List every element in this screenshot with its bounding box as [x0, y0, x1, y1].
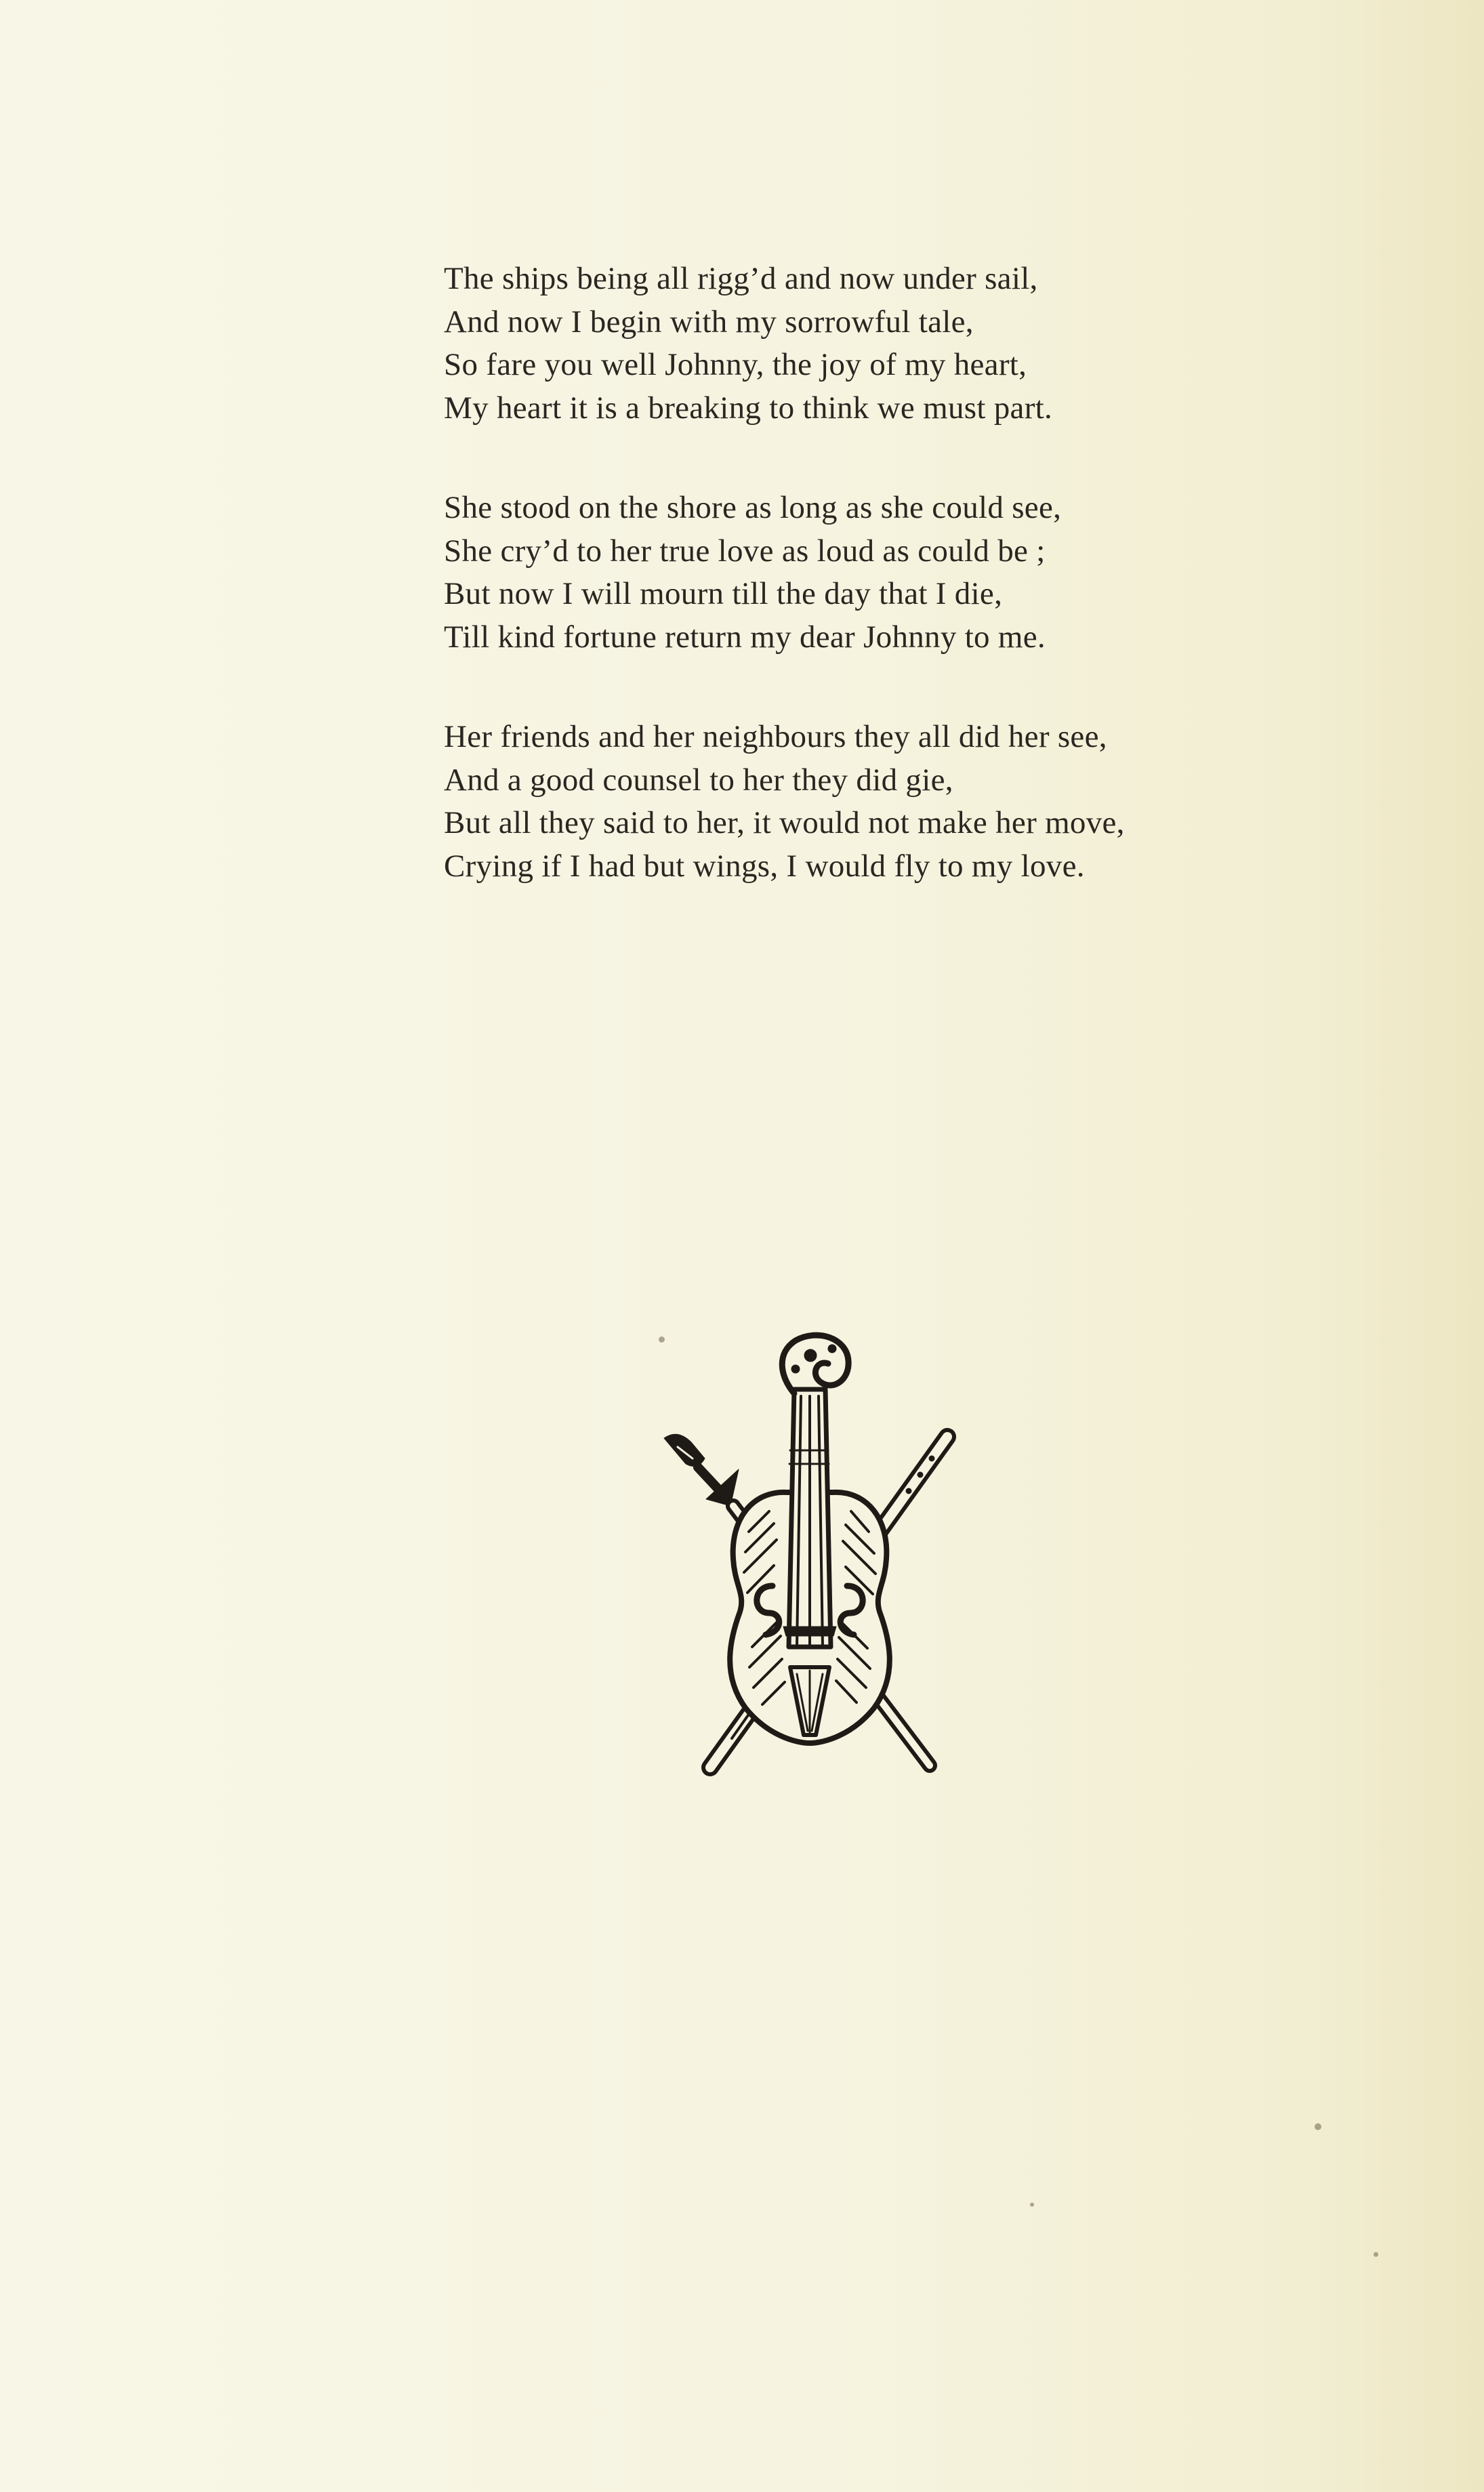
poem-line: She cry’d to her true love as loud as could be ;: [444, 533, 1046, 569]
poem: [444, 258, 1298, 945]
violin-icon: [730, 1335, 890, 1743]
poem-line: Crying if I had but wings, I would fly to my love.: [444, 848, 1085, 884]
poem-line: Her friends and her neighbours they all did her see,: [444, 719, 1107, 754]
poem-line: Till kind fortune return my dear Johnny to me.: [444, 619, 1046, 655]
stanza-2: [444, 487, 1298, 659]
paper-speck: [1030, 2203, 1034, 2207]
paper-speck: [659, 1336, 665, 1343]
stanza-3: [444, 716, 1298, 888]
poem-line: My heart it is a breaking to think we must part.: [444, 390, 1053, 426]
violin-with-crossed-sword-and-flute-icon: [651, 1328, 969, 1789]
poem-line: And a good counsel to her they did gie,: [444, 762, 953, 798]
poem-line: The ships being all rigg’d and now under sail,: [444, 261, 1038, 296]
poem-line: But all they said to her, it would not make her move,: [444, 805, 1125, 840]
bleed-through-shadow: [420, 1152, 1274, 1246]
poem-line: She stood on the shore as long as she could see,: [444, 490, 1062, 525]
poem-line: And now I begin with my sorrowful tale,: [444, 304, 974, 340]
stanza-1: [444, 258, 1298, 430]
poem-line: But now I will mourn till the day that I die,: [444, 576, 1003, 611]
poem-line: So fare you well Johnny, the joy of my heart,: [444, 347, 1027, 382]
paper-speck: [1315, 2123, 1321, 2130]
paper-speck: [1374, 2252, 1378, 2257]
